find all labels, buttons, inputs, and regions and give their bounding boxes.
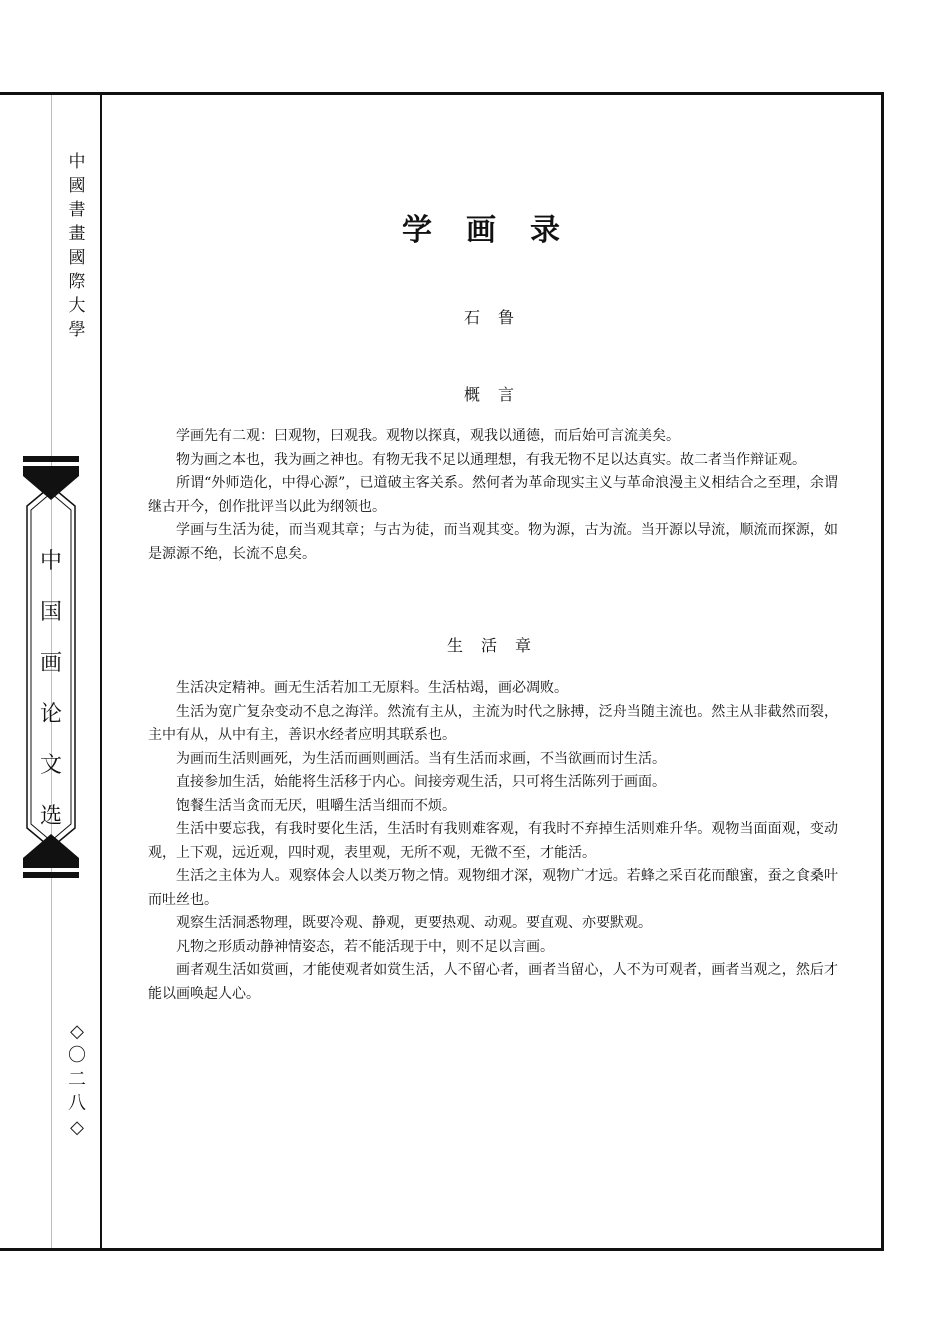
sidebar-char: 大 — [68, 296, 86, 316]
page-number-char: ◇ — [70, 1021, 84, 1042]
sidebar-char: 際 — [68, 272, 86, 292]
paragraph: 生活为宽广复杂变动不息之海洋。然流有主从，主流为时代之脉搏，泛舟当随主流也。然主从非截然而裂，主中有从，从中有主，善识水经者应明其联系也。 — [148, 703, 838, 743]
page-number — [62, 1020, 92, 1140]
sidebar-char: 中 — [68, 152, 86, 172]
page-number-char: 二 — [68, 1069, 86, 1090]
sidebar-divider — [100, 95, 102, 1248]
cartouche-char: 文 — [39, 753, 62, 778]
paragraph: 学画先有二观：曰观物，曰观我。观物以探真，观我以通德，而后始可言流美矣。 — [176, 428, 680, 444]
sidebar-char: 學 — [68, 320, 86, 340]
sidebar-char: 書 — [68, 200, 86, 220]
section-heading: 生活章 — [446, 636, 549, 655]
paragraph: 生活中要忘我，有我时要化生活，生活时有我则难客观，有我时不弃掉生活则难升华。观物当面面观，变动观，上下观，远近观，四时观，表里观，无所不观，无微不至，才能活。 — [148, 821, 838, 861]
paragraph: 物为画之本也，我为画之神也。有物无我不足以通理想，有我无物不足以达真实。故二者当作辩证观。 — [176, 451, 806, 468]
paragraph: 凡物之形质动静神情姿态，若不能活现于中，则不足以言画。 — [176, 938, 554, 955]
cartouche-band-top — [23, 466, 79, 476]
paragraph: 学画与生活为徒，而当观其章；与古为徒，而当观其变。物为源，古为流。当开源以导流，顺流而探源，如是源源不绝，长流不息矣。 — [148, 522, 838, 562]
page-number-char: ◇ — [70, 1117, 84, 1138]
cartouche-band-bottom — [23, 872, 79, 878]
cartouche-band-bottom — [23, 858, 79, 868]
cartouche-char: 论 — [39, 702, 62, 727]
sidebar-char: 畫 — [68, 224, 86, 244]
paragraph: 所谓“外师造化，中得心源”，已道破主客关系。然何者为革命现实主义与革命浪漫主义相结合之至理，余谓继古开今，创作批评当以此为纲领也。 — [148, 475, 838, 515]
sidebar-char: 國 — [68, 176, 86, 196]
cartouche-char: 中 — [39, 549, 62, 574]
paragraph: 直接参加生活，始能将生活移于内心。间接旁观生活，只可将生活陈列于画面。 — [176, 774, 666, 790]
cartouche-char: 国 — [39, 600, 62, 625]
series-cartouche — [23, 476, 79, 858]
cartouche-char: 画 — [39, 651, 62, 676]
page-number-char: 八 — [68, 1093, 86, 1114]
cartouche-band-top — [23, 456, 79, 462]
frame-right-rule — [881, 92, 884, 1251]
paragraph: 生活决定精神。画无生活若加工无原料。生活枯竭，画必凋败。 — [176, 680, 568, 696]
frame-bottom-rule — [0, 1248, 884, 1251]
page-number-char: 〇 — [68, 1045, 86, 1066]
frame-top-rule — [0, 92, 884, 95]
paragraph: 画者观生活如赏画，才能使观者如赏生活，人不留心者，画者当留心，人不为可观者，画者当观之，然后才能以画唤起人心。 — [148, 962, 838, 1002]
section-body — [148, 425, 838, 566]
article-title: 学画录 — [402, 213, 594, 248]
section-heading: 概言 — [463, 385, 532, 404]
sidebar-publisher — [62, 150, 92, 342]
paragraph: 生活之主体为人。观察体会人以类万物之情。观物细才深，观物广才远。若蜂之采百花而酿蜜，蚕之食桑叶而吐丝也。 — [148, 868, 838, 908]
section-body — [148, 677, 838, 1006]
paragraph: 饱餐生活当贪而无厌，咀嚼生活当细而不烦。 — [176, 797, 456, 814]
sidebar-char: 國 — [68, 248, 86, 268]
cartouche-char: 选 — [39, 804, 62, 829]
paragraph: 为画而生活则画死，为生活而画则画活。当有生活而求画，不当欲画而讨生活。 — [176, 750, 666, 767]
article-author: 石鲁 — [463, 308, 532, 327]
paragraph: 观察生活洞悉物理，既要冷观、静观，更要热观、动观。要直观、亦要默观。 — [176, 915, 652, 931]
